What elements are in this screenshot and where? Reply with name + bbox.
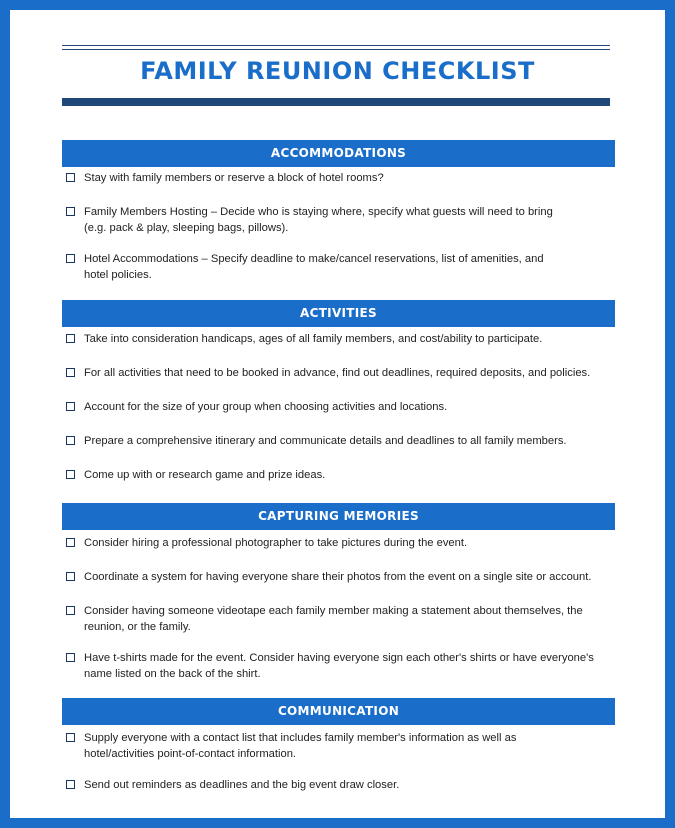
checkbox[interactable] bbox=[66, 538, 75, 547]
checkbox[interactable] bbox=[66, 173, 75, 182]
checklist-item[interactable]: Supply everyone with a contact list that includes family member's information as well as hotel/activities point-of-contact information. bbox=[66, 730, 631, 762]
checklist-item[interactable]: Take into consideration handicaps, ages of all family members, and cost/ability to participate. bbox=[66, 331, 631, 347]
checklist-item[interactable]: Have t-shirts made for the event. Consider having everyone sign each other's shirts or have everyone's name listed on the back of the shirt. bbox=[66, 650, 631, 682]
checklist-item[interactable]: Account for the size of your group when choosing activities and locations. bbox=[66, 399, 631, 415]
checklist-item[interactable]: Hotel Accommodations – Specify deadline to make/cancel reservations, list of amenities, and hotel policies. bbox=[66, 251, 631, 283]
checkbox[interactable] bbox=[66, 254, 75, 263]
section-header-capturing-memories: CAPTURING MEMORIES bbox=[62, 503, 615, 530]
checkbox[interactable] bbox=[66, 733, 75, 742]
top-rule-2 bbox=[62, 49, 610, 50]
checkbox[interactable] bbox=[66, 436, 75, 445]
checklist-item[interactable]: For all activities that need to be booked in advance, find out deadlines, required deposits, and policies. bbox=[66, 365, 631, 381]
checkbox[interactable] bbox=[66, 402, 75, 411]
section-header-communication: COMMUNICATION bbox=[62, 698, 615, 725]
checkbox[interactable] bbox=[66, 780, 75, 789]
top-rule-1 bbox=[62, 45, 610, 46]
checklist-item[interactable]: Prepare a comprehensive itinerary and communicate details and deadlines to all family members. bbox=[66, 433, 631, 449]
checklist-item[interactable]: Consider hiring a professional photographer to take pictures during the event. bbox=[66, 535, 631, 551]
title-underline bbox=[62, 98, 610, 106]
checklist-item[interactable]: Come up with or research game and prize ideas. bbox=[66, 467, 631, 483]
checkbox[interactable] bbox=[66, 334, 75, 343]
checkbox[interactable] bbox=[66, 470, 75, 479]
checkbox[interactable] bbox=[66, 368, 75, 377]
checklist-item[interactable]: Coordinate a system for having everyone share their photos from the event on a single site or account. bbox=[66, 569, 631, 585]
checklist-item[interactable]: Consider having someone videotape each family member making a statement about themselves, the reunion, or the family. bbox=[66, 603, 631, 635]
page-title: FAMILY REUNION CHECKLIST bbox=[140, 57, 535, 85]
checklist-item[interactable]: Stay with family members or reserve a block of hotel rooms? bbox=[66, 170, 631, 186]
checkbox[interactable] bbox=[66, 572, 75, 581]
checklist-item[interactable]: Send out reminders as deadlines and the big event draw closer. bbox=[66, 777, 631, 793]
checkbox[interactable] bbox=[66, 653, 75, 662]
section-header-activities: ACTIVITIES bbox=[62, 300, 615, 327]
checklist-item[interactable]: Family Members Hosting – Decide who is staying where, specify what guests will need to bring (e.g. pack & play, sleeping bags, pillows). bbox=[66, 204, 631, 236]
section-header-accommodations: ACCOMMODATIONS bbox=[62, 140, 615, 167]
checkbox[interactable] bbox=[66, 606, 75, 615]
checkbox[interactable] bbox=[66, 207, 75, 216]
